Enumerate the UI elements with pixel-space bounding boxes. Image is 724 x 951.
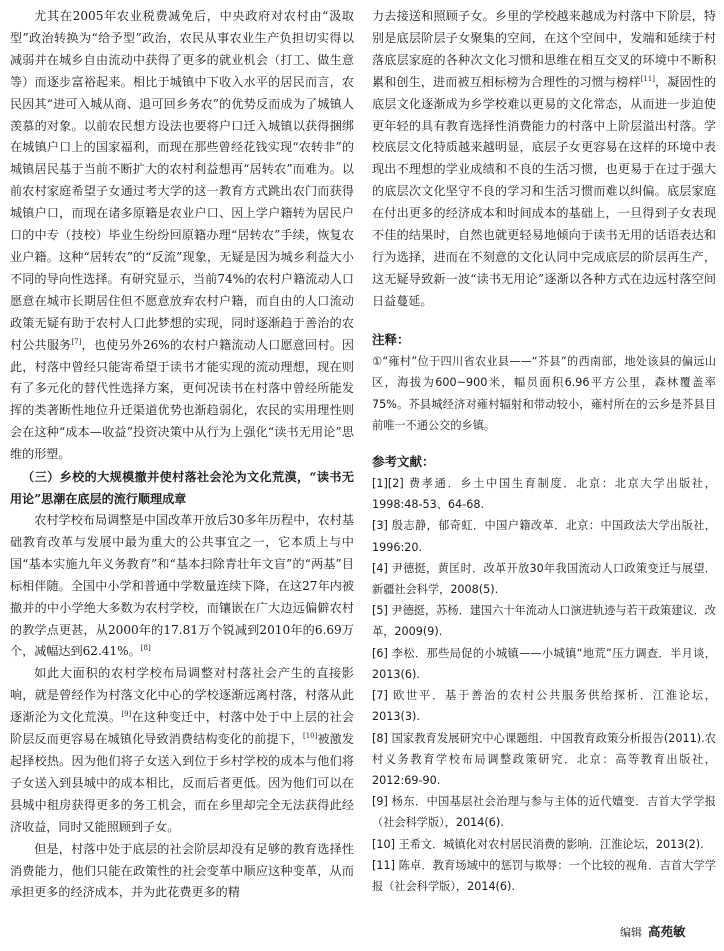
section-heading-3: （三）乡校的大规模撤并使村落社会沦为文化荒漠，“读书无用论”思潮在底层的流行顺理成章 (10, 470, 354, 507)
paragraph-text: 农村学校布局调整是中国改革开放后30多年历程中，农村基础教育改革与发展中最为重大的公共事宜之一，它本质上与中国“基本实施九年义务教育”和“基本扫除青壮年文盲”的“两基”目标相伴随。全国中小学和普通中学数量连续下降，在这27年内被撤并的中小学绝大多数为农村学校，而镶嵌在广大边远偏僻农村的教学点更甚，从2000年的17.81万个锐减到2010年的6.69万个，减幅达到62.41%。 (10, 513, 354, 659)
paragraph-cultural-desert (10, 663, 354, 838)
reference-item: [11] 陈卓．教育场域中的惩罚与欺辱：一个比较的视角．吉首大学学报（社会科学版），2014(6). (372, 858, 716, 893)
editor-credit (620, 922, 686, 940)
paragraph-text-mid: 在这种变迁中，村落中处于中上层的社会阶层反而更容易在城镇化导致消费结构变化的前提下， (10, 710, 354, 747)
reference-item: [8] 国家教育发展研究中心课题组．中国教育政策分析报告(2011).农村义务教育学校布局调整政策研究．北京：高等教育出版社，2012:69-90. (372, 731, 716, 787)
paragraph-text: 力去接送和照顾子女。乡里的学校越来越成为村落中下阶层，特别是底层阶层子女聚集的空间，在这个空间中，发端和延续于村落底层家庭的各种次文化习惯和思维在相互交叉的环境中不断积累和创生，进而被互相标榜为合理性的习惯与榜样 (372, 9, 716, 89)
reference-item: [10] 王希文．城镇化对农村居民消费的影响．江淮论坛，2013(2). (372, 837, 704, 851)
left-column (10, 6, 354, 904)
paragraph-lower-class: 但是，村落中处于底层的社会阶层却没有足够的教育选择性消费能力，他们只能在政策性的社会变革中顺应这种变革，从而承担更多的经济成本，并为此花费更多的精 (10, 841, 354, 900)
reference-item: [4] 尹德挺，黄匡时．改革开放30年我国流动人口政策变迁与展望．新疆社会科学，2008(5). (372, 561, 716, 597)
references-list (372, 473, 716, 897)
reference-item: [6] 李松．那些局促的小城镇——小城镇“地荒”压力调查．半月谈，2013(6). (372, 646, 716, 681)
paragraph-text: 如此大面积的农村学校布局调整对村落社会产生的直接影响，就是曾经作为村落文化中心的学校逐渐远离村落，村落从此逐渐沦为文化荒漠。 (10, 666, 354, 725)
reference-item: [3] 殷志静，郁奇虹．中国户籍改革．北京：中国政法大学出版社，1996:20. (372, 519, 716, 554)
note-1: ①“雍村”位于四川省农业县——“芥县”的西南部，地处该县的偏远山区，海拔为600~900米，幅员面积6.96平方公里，森林覆盖率75%。芥县城经济对雍村辐射和带动较小，雍村所在的云乡是芥县目前唯一不通公交的乡镇。 (372, 354, 716, 433)
editor-label: 编辑 (620, 926, 642, 939)
editor-name: 高苑敏 (648, 924, 686, 939)
citation-11: [11] (640, 74, 655, 83)
citation-7: [7] (71, 337, 82, 346)
citation-9: [9] (121, 710, 132, 719)
right-column (372, 6, 716, 897)
paragraph-text-tail: 被激发起择校热。因为他们将子女送入到位于乡村学校的成本与他们将子女送入到县城中的成本相比，反而后者更低。因为他们可以在县城中租房获得更多的务工机会，而在乡里却完全无法获得此经济收益，同时又能照顾到子女。 (10, 732, 354, 834)
reference-item: [9] 杨东．中国基层社会治理与参与主体的近代嬗变．吉首大学学报（社会科学版），2014(6). (372, 795, 716, 830)
reference-item: [7] 欧世平．基于善治的农村公共服务供给探析．江淮论坛，2013(3). (372, 689, 716, 724)
paragraph-household-registration (10, 6, 354, 466)
references-title: 参考文献： (372, 454, 435, 470)
reference-item: [5] 尹德挺，苏杨．建国六十年流动人口演进轨迹与若干政策建议．改革，2009(9). (372, 604, 716, 639)
paragraph-school-layout (10, 510, 354, 663)
notes-title: 注释： (372, 331, 410, 347)
paragraph-text-tail: ，凝固性的底层文化逐渐成为乡学校难以更易的文化常态，从而进一步迫使更年轻的具有教育选择性消费能力的村落中上阶层溢出村落。学校底层文化特质越来越明显，底层子女更容易在这样的环境中表现出不理想的学业成绩和不良的生活习惯，也更易于在过于强大的底层次文化坚守不良的学习和生活习惯而难以纠偏。底层家庭在付出更多的经济成本和时间成本的基础上，一旦得到子女表现不佳的结果时，自然也就更轻易地倾向于读书无用的话语表达和行为选择，进而在不刻意的文化认同中完成底层的阶层再生产，这无疑导致新一波“读书无用论”逐渐以各种方式在边远村落空间日益蔓延。 (372, 74, 716, 308)
paragraph-text: 尤其在2005年农业税费减免后，中央政府对农村由“汲取型”政治转换为“给予型”政治，农民从事农业生产负担切实得以减弱并在城乡自由流动中获得了更多的就业机会（打工、做生意等）而逐步富裕起来。相比于城镇中下收入水平的居民而言，农民因其“进可入城从商、退可回乡务农”的优势反而成为了城镇人羡慕的对象。以前农民想方设法也要将户口迁入城镇以获得捆绑在城镇户口上的国家福利，而现在那些曾经花钱实现“农转非”的城镇居民基于当前不断扩大的农村利益想再“居转农”而难为。以前农村家庭希望子女通过考大学的这一教育方式跳出农门而获得城镇户口，而现在诸多原籍是农业户口、因上学户籍转为居民户口的中专（技校）毕业生纷纷回原籍办理“居转农”手续，恢复农业户籍。这种“居转农”的“反流”现象，无疑是因为城乡利益大小不同的导向性选择。有研究显示，当前74%的农村户籍流动人口愿意在城市长期居住但不愿意放弃农村户籍，而自由的人口流动政策无疑有助于农村人口此梦想的实现，同时逐渐趋于善治的农村公共服务 (10, 9, 354, 352)
citation-10: [10] (302, 732, 318, 741)
paragraph-continuation (372, 6, 716, 313)
paragraph-text-tail: ，也使另外26%的农村户籍流动人口愿意回村。因此，村落中曾经只能寄希望于读书才能实现的流动理想，现在则有了多元化的替代性选择方案，更何况读书在村落中曾经所能发挥的类著断性地位升迁渠道优势也渐趋弱化，农民的实用理性则会在这种“成本—收益”投资决策中从行为上强化“读书无用论”思维的形塑。 (10, 337, 354, 462)
citation-8: [8] (140, 644, 151, 653)
reference-item: [1][2] 费孝通．乡土中国生育制度．北京：北京大学出版社，1998:48-53、64-68. (372, 477, 716, 512)
